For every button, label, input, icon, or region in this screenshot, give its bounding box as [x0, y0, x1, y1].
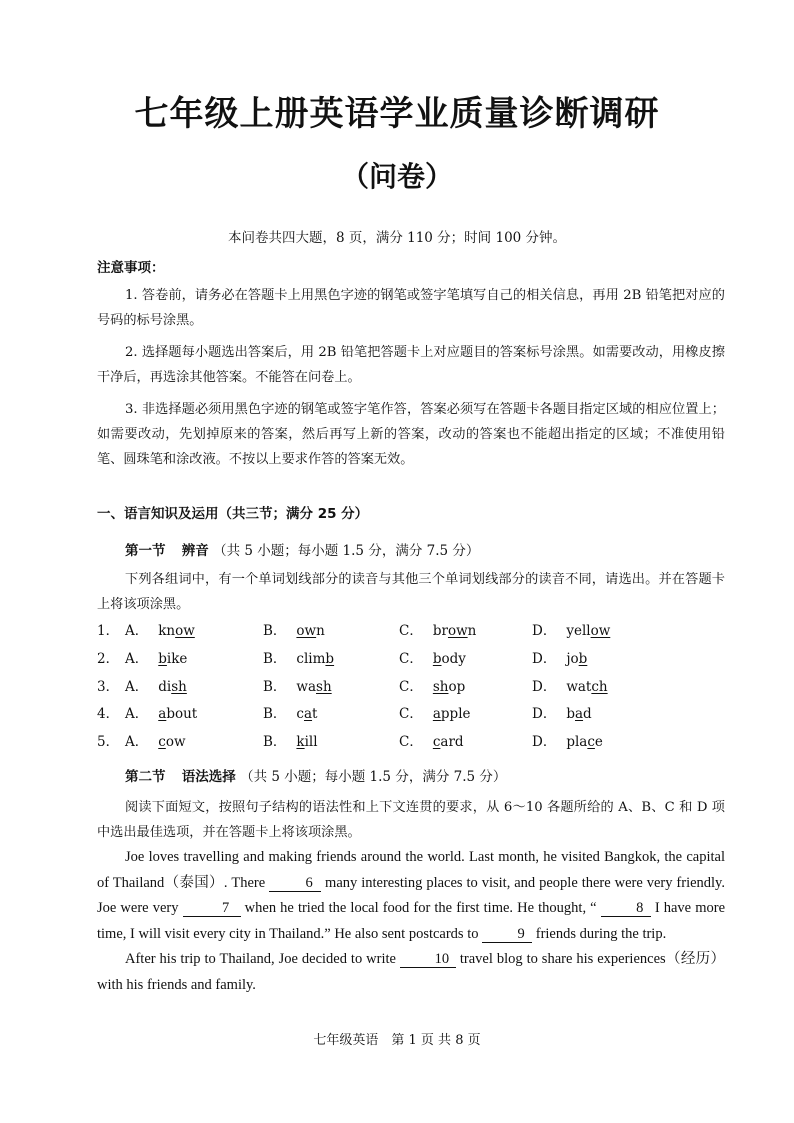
- passage-paragraph-2: [97, 947, 725, 998]
- option-letter: C．: [399, 679, 423, 695]
- blank-6: 6: [269, 876, 321, 892]
- question-number: 4．: [97, 706, 120, 722]
- answer-option: [125, 619, 195, 639]
- answer-option: [263, 730, 318, 750]
- part-1-heading: [125, 539, 479, 559]
- notice-item-2: 2. 选择题每小题选出答案后，用 2B 铅笔把答题卡上对应题目的答案标号涂黑。如需要改动，用橡皮擦干净后，再选涂其他答案。不能答在问卷上。: [97, 345, 725, 385]
- word-part: ard: [440, 734, 464, 750]
- answer-option: [399, 675, 465, 695]
- option-letter: C．: [399, 706, 423, 722]
- option-letter: B．: [263, 623, 287, 639]
- answer-option: [263, 647, 334, 667]
- word-part: bout: [166, 706, 198, 722]
- underlined-letters: sh: [171, 679, 187, 695]
- underlined-letters: a: [574, 706, 584, 722]
- underlined-letters: c: [587, 734, 595, 750]
- part-1-detail: （共 5 小题；每小题 1.5 分，满分 7.5 分）: [213, 543, 480, 559]
- word-part: ody: [441, 651, 466, 667]
- question-number: 5．: [97, 734, 120, 750]
- word-part: wat: [566, 679, 592, 695]
- question-row: [97, 647, 737, 671]
- option-letter: B．: [263, 734, 287, 750]
- answer-option: [399, 702, 471, 722]
- word-part: wa: [296, 679, 317, 695]
- question-row: [97, 702, 737, 726]
- underlined-letters: sh: [432, 679, 449, 695]
- underlined-letters: b: [578, 651, 588, 667]
- answer-option: [125, 730, 186, 750]
- answer-option: [532, 619, 610, 639]
- underlined-letters: a: [432, 706, 441, 722]
- part-1-name: 辨音: [181, 543, 209, 559]
- underlined-letters: ow: [447, 623, 468, 639]
- underlined-letters: k: [296, 734, 305, 750]
- word-part: kn: [158, 623, 176, 639]
- question-row: [97, 619, 737, 643]
- page-title: 七年级上册英语学业质量诊断调研: [134, 94, 660, 134]
- underlined-letters: b: [325, 651, 335, 667]
- option-letter: D．: [532, 734, 557, 750]
- underlined-letters: b: [432, 651, 442, 667]
- part-2-detail: （共 5 小题；每小题 1.5 分，满分 7.5 分）: [240, 769, 507, 785]
- question-row: [97, 675, 737, 699]
- notice-item-3: 3. 非选择题必须用黑色字迹的钢笔或签字笔作答，答案必须写在答题卡各题目指定区域的相应位置上；如需要改动，先划掉原来的答案，然后再写上新的答案，改动的答案也不能超出指定的区域；不准使用铅笔、圆珠笔和涂改液。不按以上要求作答的答案无效。: [97, 402, 725, 467]
- underlined-letters: ow: [590, 623, 611, 639]
- passage-text: when he tried the local food for the first time. He thought, “: [240, 900, 601, 916]
- option-letter: D．: [532, 623, 557, 639]
- passage-paragraph-1: [97, 845, 725, 947]
- page-footer: 七年级英语 第 1 页 共 8 页: [313, 1033, 481, 1048]
- underlined-letters: sh: [316, 679, 332, 695]
- word-part: di: [158, 679, 172, 695]
- option-letter: B．: [263, 651, 287, 667]
- word-part: c: [296, 706, 304, 722]
- word-part: t: [312, 706, 318, 722]
- word-part: ill: [304, 734, 318, 750]
- question-number: 3．: [97, 679, 120, 695]
- word-part: pple: [440, 706, 471, 722]
- answer-option: [532, 730, 603, 750]
- answer-option: [399, 647, 466, 667]
- blank-9: 9: [482, 927, 532, 943]
- option-letter: B．: [263, 679, 287, 695]
- passage-text: After his trip to Thailand, Joe decided to write: [125, 951, 400, 967]
- part-2-label: 第二节: [125, 769, 166, 785]
- option-letter: C．: [399, 651, 423, 667]
- word-part: op: [448, 679, 466, 695]
- word-part: br: [432, 623, 448, 639]
- answer-option: [399, 730, 464, 750]
- answer-option: [125, 675, 187, 695]
- option-letter: A．: [125, 651, 149, 667]
- option-letter: A．: [125, 679, 149, 695]
- answer-option: [125, 647, 187, 667]
- answer-option: [263, 675, 332, 695]
- blank-7: 7: [183, 901, 241, 917]
- answer-option: [125, 702, 197, 722]
- notice-item-1: 1. 答卷前，请务必在答题卡上用黑色字迹的钢笔或签字笔填写自己的相关信息，再用 2B 铅笔把对应的号码的标号涂黑。: [97, 288, 725, 328]
- underlined-letters: c: [158, 734, 166, 750]
- answer-option: [532, 647, 587, 667]
- word-part: yell: [566, 623, 591, 639]
- question-number: 2．: [97, 651, 120, 667]
- passage-text: friends during the trip.: [532, 925, 667, 942]
- word-part: clim: [296, 651, 326, 667]
- blank-8: 8: [601, 901, 651, 917]
- word-part: b: [566, 706, 575, 722]
- section-1-heading: 一、语言知识及运用（共三节；满分 25 分）: [97, 506, 369, 522]
- passage-text: many interesting places to visit, and people there were very friendly. Joe were very: [97, 874, 725, 916]
- underlined-letters: ow: [296, 623, 317, 639]
- part-2-heading: [125, 765, 506, 785]
- question-number: 1．: [97, 623, 120, 639]
- exam-info: 本问卷共四大题，8 页，满分 110 分；时间 100 分钟。: [227, 230, 567, 246]
- part-1-label: 第一节: [125, 543, 166, 559]
- option-letter: C．: [399, 623, 423, 639]
- part-2-name: 语法选择: [181, 769, 236, 785]
- option-letter: B．: [263, 706, 287, 722]
- option-letter: A．: [125, 623, 149, 639]
- underlined-letters: ow: [175, 623, 195, 639]
- word-part: n: [316, 623, 325, 639]
- passage-text: travel blog to share his experiences（经历）with his friends and family.: [97, 951, 725, 993]
- underlined-letters: a: [158, 706, 167, 722]
- question-row: [97, 730, 737, 754]
- word-part: pla: [566, 734, 588, 750]
- answer-option: [532, 702, 592, 722]
- answer-option: [532, 675, 608, 695]
- option-letter: D．: [532, 679, 557, 695]
- underlined-letters: b: [158, 651, 167, 667]
- notice-heading: 注意事项：: [97, 260, 165, 276]
- underlined-letters: c: [432, 734, 441, 750]
- word-part: ow: [165, 734, 186, 750]
- underlined-letters: ch: [591, 679, 608, 695]
- passage-text: I have more time, I will visit every city in Thailand.” He also sent postcards to: [97, 900, 726, 942]
- passage-text: Joe loves travelling and making friends around the world. Last month, he visited Bangkok, the capital of Thailand（泰国）. There: [97, 849, 725, 891]
- part-2-instruction: 阅读下面短文，按照句子结构的语法性和上下文连贯的要求，从 6～10 各题所给的 A、B、C 和 D 项中选出最佳选项，并在答题卡上将该项涂黑。: [97, 800, 725, 840]
- page-subtitle: （问卷）: [340, 160, 453, 193]
- option-letter: A．: [125, 706, 149, 722]
- answer-option: [399, 619, 476, 639]
- answer-option: [263, 702, 317, 722]
- word-part: n: [467, 623, 477, 639]
- option-letter: D．: [532, 706, 557, 722]
- part-1-instruction: 下列各组词中，有一个单词划线部分的读音与其他三个单词划线部分的读音不同，请选出。并在答题卡上将该项涂黑。: [97, 572, 725, 612]
- word-part: jo: [566, 651, 579, 667]
- word-part: d: [583, 706, 592, 722]
- option-letter: D．: [532, 651, 557, 667]
- option-letter: C．: [399, 734, 423, 750]
- blank-10: 10: [400, 952, 456, 968]
- answer-option: [263, 619, 325, 639]
- option-letter: A．: [125, 734, 149, 750]
- word-part: e: [594, 734, 603, 750]
- word-part: ike: [166, 651, 188, 667]
- underlined-letters: a: [303, 706, 313, 722]
